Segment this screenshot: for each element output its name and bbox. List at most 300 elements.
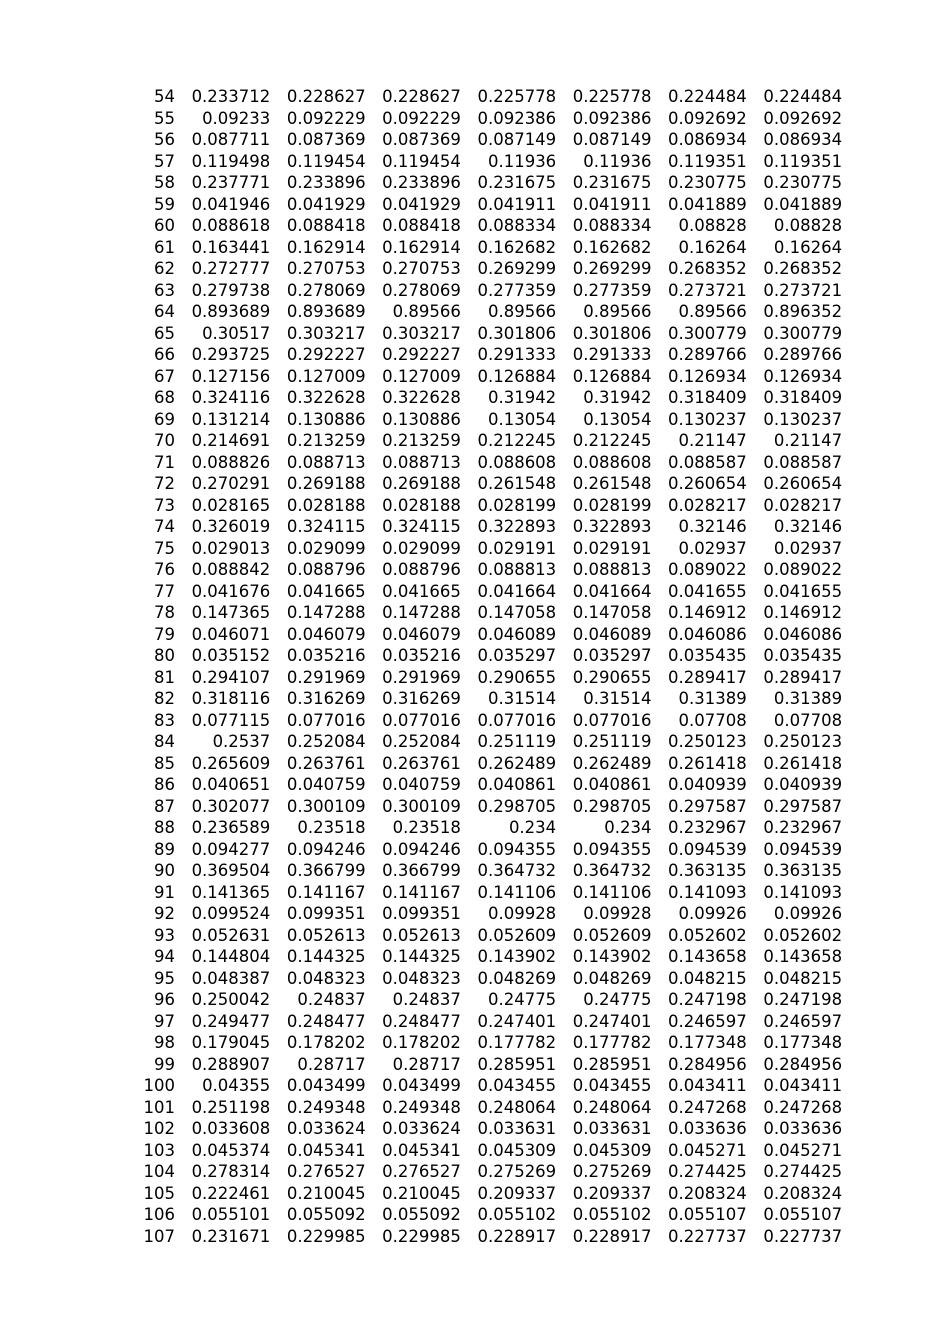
value-cell: 0.041929 — [382, 194, 461, 214]
value-cell: 0.127009 — [286, 366, 366, 386]
value-cell: 0.233896 — [286, 173, 366, 192]
value-cell: 0.092229 — [286, 108, 366, 128]
value-cell: 0.31514 — [487, 689, 557, 708]
value-cell: 0.364732 — [477, 861, 557, 880]
value-cell: 0.298705 — [477, 796, 557, 816]
value-cell: 0.029191 — [477, 538, 557, 558]
row-index-cell: 100 — [143, 1076, 175, 1095]
value-cell: 0.119454 — [382, 151, 461, 171]
value-cell: 0.07708 — [678, 710, 747, 730]
value-cell: 0.233712 — [191, 87, 271, 106]
table-row — [134, 366, 842, 388]
value-cell: 0.094355 — [477, 839, 557, 859]
value-cell: 0.089022 — [668, 560, 747, 579]
value-cell: 0.094355 — [572, 839, 652, 859]
value-cell: 0.276527 — [286, 1162, 366, 1181]
table-row — [134, 559, 842, 581]
value-cell: 0.11936 — [583, 151, 652, 171]
value-cell: 0.290655 — [477, 667, 557, 687]
row-index-cell: 55 — [154, 108, 175, 128]
value-cell: 0.274425 — [763, 1162, 843, 1181]
value-cell: 0.143902 — [477, 947, 557, 966]
value-cell: 0.144325 — [382, 947, 461, 966]
value-cell: 0.043455 — [572, 1076, 652, 1095]
value-cell: 0.055101 — [191, 1205, 271, 1224]
value-cell: 0.130886 — [286, 409, 366, 429]
value-cell: 0.09926 — [773, 904, 843, 923]
row-index-cell: 90 — [154, 861, 175, 880]
value-cell: 0.092386 — [477, 108, 557, 128]
value-cell: 0.248477 — [382, 1011, 461, 1031]
value-cell: 0.052613 — [286, 925, 366, 945]
value-cell: 0.141093 — [668, 882, 747, 902]
value-cell: 0.23518 — [297, 818, 366, 837]
value-cell: 0.275269 — [572, 1162, 652, 1181]
value-cell: 0.260654 — [668, 474, 747, 493]
value-cell: 0.214691 — [191, 431, 271, 450]
row-index-cell: 70 — [154, 431, 175, 450]
value-cell: 0.126884 — [572, 366, 652, 386]
value-cell: 0.249348 — [286, 1097, 366, 1117]
value-cell: 0.045271 — [668, 1140, 747, 1160]
value-cell: 0.088418 — [382, 216, 461, 235]
table-row — [134, 387, 842, 409]
value-cell: 0.21147 — [678, 431, 747, 450]
value-cell: 0.273721 — [763, 280, 843, 300]
value-cell: 0.896352 — [763, 302, 843, 321]
value-cell: 0.269299 — [572, 259, 652, 278]
value-cell: 0.041911 — [477, 194, 557, 214]
value-cell: 0.289766 — [763, 345, 843, 364]
value-cell: 0.23518 — [392, 818, 461, 837]
table-row — [134, 237, 842, 259]
value-cell: 0.141093 — [763, 882, 843, 902]
value-cell: 0.178202 — [286, 1033, 366, 1052]
row-index-cell: 65 — [154, 323, 175, 343]
value-cell: 0.261548 — [572, 474, 652, 493]
value-cell: 0.077016 — [382, 710, 461, 730]
value-cell: 0.269188 — [382, 474, 461, 493]
value-cell: 0.094539 — [763, 839, 843, 859]
value-cell: 0.278314 — [191, 1162, 271, 1181]
table-row — [134, 1097, 842, 1119]
value-cell: 0.088826 — [191, 452, 271, 472]
value-cell: 0.041889 — [763, 194, 843, 214]
value-cell: 0.088334 — [477, 216, 557, 235]
value-cell: 0.041889 — [668, 194, 747, 214]
value-cell: 0.029099 — [286, 538, 366, 558]
row-index-cell: 67 — [154, 366, 175, 386]
value-cell: 0.273721 — [668, 280, 747, 300]
table-row — [134, 1204, 842, 1226]
value-cell: 0.292227 — [382, 345, 461, 364]
table-row — [134, 538, 842, 560]
row-index-cell: 99 — [154, 1054, 175, 1074]
value-cell: 0.088813 — [572, 560, 652, 579]
value-cell: 0.2537 — [212, 732, 271, 751]
value-cell: 0.322628 — [286, 388, 366, 407]
table-row — [134, 172, 842, 194]
value-cell: 0.045309 — [477, 1140, 557, 1160]
value-cell: 0.141167 — [382, 882, 461, 902]
value-cell: 0.21147 — [773, 431, 843, 450]
value-cell: 0.144325 — [286, 947, 366, 966]
value-cell: 0.088587 — [763, 452, 843, 472]
value-cell: 0.291969 — [286, 667, 366, 687]
value-cell: 0.046086 — [668, 624, 747, 644]
value-cell: 0.231671 — [191, 1226, 271, 1246]
value-cell: 0.285951 — [572, 1054, 652, 1074]
value-cell: 0.043499 — [382, 1076, 461, 1095]
value-cell: 0.89566 — [678, 302, 747, 321]
table-row — [134, 108, 842, 130]
value-cell: 0.041664 — [477, 581, 557, 601]
value-cell: 0.033624 — [286, 1119, 366, 1138]
row-index-cell: 98 — [154, 1033, 175, 1052]
row-index-cell: 91 — [154, 882, 175, 902]
value-cell: 0.033636 — [763, 1119, 843, 1138]
value-cell: 0.087149 — [477, 130, 557, 149]
table-row — [134, 753, 842, 775]
value-cell: 0.055092 — [286, 1205, 366, 1224]
value-cell: 0.046089 — [477, 624, 557, 644]
value-cell: 0.234 — [508, 818, 557, 837]
value-cell: 0.247401 — [572, 1011, 652, 1031]
row-index-cell: 82 — [154, 689, 175, 708]
value-cell: 0.029013 — [191, 538, 271, 558]
value-cell: 0.141106 — [477, 882, 557, 902]
value-cell: 0.088796 — [382, 560, 461, 579]
value-cell: 0.89566 — [392, 302, 461, 321]
value-cell: 0.290655 — [572, 667, 652, 687]
value-cell: 0.04355 — [202, 1076, 271, 1095]
value-cell: 0.119454 — [286, 151, 366, 171]
value-cell: 0.225778 — [477, 87, 557, 106]
table-row — [134, 602, 842, 624]
value-cell: 0.229985 — [286, 1226, 366, 1246]
value-cell: 0.272777 — [191, 259, 271, 278]
value-cell: 0.088334 — [572, 216, 652, 235]
value-cell: 0.224484 — [668, 87, 747, 106]
value-cell: 0.212245 — [477, 431, 557, 450]
value-cell: 0.249477 — [191, 1011, 271, 1031]
table-row — [134, 581, 842, 603]
value-cell: 0.301806 — [477, 323, 557, 343]
table-row — [134, 495, 842, 517]
value-cell: 0.230775 — [668, 173, 747, 192]
value-cell: 0.230775 — [763, 173, 843, 192]
row-index-cell: 68 — [154, 388, 175, 407]
table-row — [134, 1118, 842, 1140]
value-cell: 0.232967 — [763, 818, 843, 837]
value-cell: 0.301806 — [572, 323, 652, 343]
value-cell: 0.087711 — [191, 130, 271, 149]
row-index-cell: 83 — [154, 710, 175, 730]
data-table — [134, 86, 842, 1247]
value-cell: 0.040861 — [572, 775, 652, 794]
value-cell: 0.052613 — [382, 925, 461, 945]
value-cell: 0.263761 — [382, 753, 461, 773]
table-row — [134, 151, 842, 173]
row-index-cell: 69 — [154, 409, 175, 429]
value-cell: 0.228627 — [382, 87, 461, 106]
row-index-cell: 96 — [154, 990, 175, 1009]
row-index-cell: 57 — [154, 151, 175, 171]
value-cell: 0.293725 — [191, 345, 271, 364]
value-cell: 0.048387 — [191, 968, 271, 988]
value-cell: 0.099524 — [191, 904, 271, 923]
value-cell: 0.052602 — [668, 925, 747, 945]
value-cell: 0.089022 — [763, 560, 843, 579]
value-cell: 0.324115 — [382, 517, 461, 536]
value-cell: 0.041664 — [572, 581, 652, 601]
value-cell: 0.033631 — [477, 1119, 557, 1138]
value-cell: 0.09928 — [487, 904, 557, 923]
value-cell: 0.277359 — [477, 280, 557, 300]
value-cell: 0.326019 — [191, 517, 271, 536]
value-cell: 0.077016 — [286, 710, 366, 730]
value-cell: 0.297587 — [763, 796, 843, 816]
value-cell: 0.045341 — [382, 1140, 461, 1160]
value-cell: 0.289417 — [763, 667, 843, 687]
value-cell: 0.043499 — [286, 1076, 366, 1095]
value-cell: 0.099351 — [286, 904, 366, 923]
value-cell: 0.099351 — [382, 904, 461, 923]
row-index-cell: 80 — [154, 646, 175, 665]
value-cell: 0.033608 — [191, 1119, 271, 1138]
value-cell: 0.127009 — [382, 366, 461, 386]
value-cell: 0.177782 — [477, 1033, 557, 1052]
value-cell: 0.278069 — [286, 280, 366, 300]
value-cell: 0.055107 — [763, 1205, 843, 1224]
value-cell: 0.046079 — [286, 624, 366, 644]
value-cell: 0.300779 — [668, 323, 747, 343]
value-cell: 0.247198 — [763, 990, 843, 1009]
value-cell: 0.234 — [604, 818, 652, 837]
value-cell: 0.369504 — [191, 861, 271, 880]
value-cell: 0.233896 — [382, 173, 461, 192]
value-cell: 0.28717 — [392, 1054, 461, 1074]
row-index-cell: 86 — [154, 775, 175, 794]
value-cell: 0.087149 — [572, 130, 652, 149]
row-index-cell: 105 — [143, 1183, 175, 1203]
value-cell: 0.147288 — [382, 603, 461, 622]
row-index-cell: 64 — [154, 302, 175, 321]
table-row — [134, 129, 842, 151]
row-index-cell: 101 — [143, 1097, 175, 1117]
value-cell: 0.052602 — [763, 925, 843, 945]
table-row — [134, 323, 842, 345]
row-index-cell: 87 — [154, 796, 175, 816]
value-cell: 0.048269 — [572, 968, 652, 988]
value-cell: 0.126934 — [668, 366, 747, 386]
value-cell: 0.046089 — [572, 624, 652, 644]
value-cell: 0.16264 — [678, 237, 747, 257]
value-cell: 0.094539 — [668, 839, 747, 859]
value-cell: 0.246597 — [668, 1011, 747, 1031]
value-cell: 0.088796 — [286, 560, 366, 579]
table-row — [134, 1054, 842, 1076]
value-cell: 0.09928 — [583, 904, 652, 923]
value-cell: 0.08828 — [678, 216, 747, 235]
value-cell: 0.035435 — [763, 646, 843, 665]
row-index-cell: 92 — [154, 904, 175, 923]
value-cell: 0.225778 — [572, 87, 652, 106]
value-cell: 0.228627 — [286, 87, 366, 106]
value-cell: 0.119498 — [191, 151, 271, 171]
value-cell: 0.31389 — [678, 689, 747, 708]
value-cell: 0.318409 — [668, 388, 747, 407]
value-cell: 0.041929 — [286, 194, 366, 214]
table-row — [134, 882, 842, 904]
row-index-cell: 106 — [143, 1205, 175, 1224]
value-cell: 0.035435 — [668, 646, 747, 665]
value-cell: 0.048323 — [286, 968, 366, 988]
value-cell: 0.270291 — [191, 474, 271, 493]
row-index-cell: 85 — [154, 753, 175, 773]
row-index-cell: 93 — [154, 925, 175, 945]
value-cell: 0.046086 — [763, 624, 843, 644]
value-cell: 0.126934 — [763, 366, 843, 386]
value-cell: 0.144804 — [191, 947, 271, 966]
row-index-cell: 62 — [154, 259, 175, 278]
value-cell: 0.298705 — [572, 796, 652, 816]
row-index-cell: 89 — [154, 839, 175, 859]
value-cell: 0.24775 — [487, 990, 557, 1009]
value-cell: 0.24837 — [297, 990, 366, 1009]
value-cell: 0.055092 — [382, 1205, 461, 1224]
value-cell: 0.045271 — [763, 1140, 843, 1160]
value-cell: 0.088608 — [572, 452, 652, 472]
value-cell: 0.040939 — [668, 775, 747, 794]
value-cell: 0.324115 — [286, 517, 366, 536]
value-cell: 0.046071 — [191, 624, 271, 644]
value-cell: 0.048269 — [477, 968, 557, 988]
value-cell: 0.228917 — [572, 1226, 652, 1246]
value-cell: 0.162914 — [286, 237, 366, 257]
value-cell: 0.237771 — [191, 173, 271, 192]
value-cell: 0.119351 — [763, 151, 843, 171]
value-cell: 0.041676 — [191, 581, 271, 601]
value-cell: 0.162682 — [572, 237, 652, 257]
value-cell: 0.32146 — [773, 517, 843, 536]
table-row — [134, 258, 842, 280]
row-index-cell: 97 — [154, 1011, 175, 1031]
value-cell: 0.278069 — [382, 280, 461, 300]
row-index-cell: 66 — [154, 345, 175, 364]
value-cell: 0.232967 — [668, 818, 747, 837]
row-index-cell: 72 — [154, 474, 175, 493]
value-cell: 0.224484 — [763, 87, 843, 106]
value-cell: 0.141365 — [191, 882, 271, 902]
value-cell: 0.029191 — [572, 538, 652, 558]
value-cell: 0.088618 — [191, 216, 271, 235]
value-cell: 0.366799 — [382, 861, 461, 880]
table-row — [134, 817, 842, 839]
value-cell: 0.163441 — [191, 237, 271, 257]
table-row — [134, 452, 842, 474]
value-cell: 0.055102 — [572, 1205, 652, 1224]
value-cell: 0.262489 — [572, 753, 652, 773]
table-row — [134, 409, 842, 431]
value-cell: 0.162682 — [477, 237, 557, 257]
value-cell: 0.893689 — [191, 302, 271, 321]
value-cell: 0.284956 — [763, 1054, 843, 1074]
value-cell: 0.250042 — [191, 990, 271, 1009]
value-cell: 0.324116 — [191, 388, 271, 407]
value-cell: 0.269188 — [286, 474, 366, 493]
row-index-cell: 56 — [154, 130, 175, 149]
table-row — [134, 280, 842, 302]
value-cell: 0.366799 — [286, 861, 366, 880]
value-cell: 0.231675 — [477, 173, 557, 192]
value-cell: 0.261418 — [668, 753, 747, 773]
value-cell: 0.261548 — [477, 474, 557, 493]
value-cell: 0.294107 — [191, 667, 271, 687]
value-cell: 0.318409 — [763, 388, 843, 407]
value-cell: 0.040759 — [286, 775, 366, 794]
value-cell: 0.035297 — [572, 646, 652, 665]
value-cell: 0.236589 — [191, 818, 271, 837]
row-index-cell: 71 — [154, 452, 175, 472]
value-cell: 0.179045 — [191, 1033, 271, 1052]
value-cell: 0.28717 — [297, 1054, 366, 1074]
value-cell: 0.029099 — [382, 538, 461, 558]
value-cell: 0.028199 — [572, 495, 652, 515]
value-cell: 0.040651 — [191, 775, 271, 794]
value-cell: 0.127156 — [191, 366, 271, 386]
row-index-cell: 73 — [154, 495, 175, 515]
value-cell: 0.279738 — [191, 280, 271, 300]
value-cell: 0.227737 — [763, 1226, 843, 1246]
value-cell: 0.094246 — [382, 839, 461, 859]
value-cell: 0.033631 — [572, 1119, 652, 1138]
value-cell: 0.077115 — [191, 710, 271, 730]
row-index-cell: 74 — [154, 517, 175, 536]
value-cell: 0.146912 — [763, 603, 843, 622]
row-index-cell: 95 — [154, 968, 175, 988]
value-cell: 0.16264 — [773, 237, 843, 257]
value-cell: 0.028188 — [382, 495, 461, 515]
table-row — [134, 430, 842, 452]
value-cell: 0.130237 — [668, 409, 747, 429]
row-index-cell: 75 — [154, 538, 175, 558]
value-cell: 0.227737 — [668, 1226, 747, 1246]
value-cell: 0.24775 — [583, 990, 652, 1009]
table-row — [134, 710, 842, 732]
value-cell: 0.289417 — [668, 667, 747, 687]
row-index-cell: 63 — [154, 280, 175, 300]
value-cell: 0.119351 — [668, 151, 747, 171]
value-cell: 0.285951 — [477, 1054, 557, 1074]
value-cell: 0.31514 — [583, 689, 652, 708]
value-cell: 0.302077 — [191, 796, 271, 816]
value-cell: 0.147288 — [286, 603, 366, 622]
value-cell: 0.086934 — [763, 130, 843, 149]
value-cell: 0.041655 — [668, 581, 747, 601]
table-row — [134, 903, 842, 925]
value-cell: 0.033636 — [668, 1119, 747, 1138]
value-cell: 0.035216 — [382, 646, 461, 665]
value-cell: 0.141106 — [572, 882, 652, 902]
value-cell: 0.263761 — [286, 753, 366, 773]
value-cell: 0.045309 — [572, 1140, 652, 1160]
table-row — [134, 301, 842, 323]
value-cell: 0.270753 — [286, 259, 366, 278]
value-cell: 0.209337 — [477, 1183, 557, 1203]
table-row — [134, 925, 842, 947]
value-cell: 0.043455 — [477, 1076, 557, 1095]
